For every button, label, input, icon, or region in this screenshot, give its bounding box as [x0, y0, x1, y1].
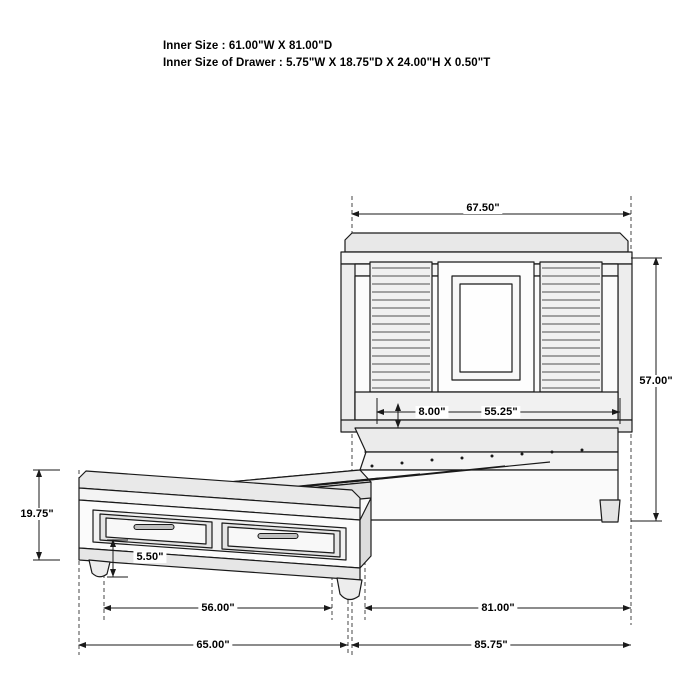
dim-label-overall-length: 85.75" — [471, 639, 510, 651]
dim-label-leg-height: 5.50" — [133, 551, 166, 563]
note-line-2: Inner Size of Drawer : 5.75"W X 18.75"D X 24.00"H X 0.50"T — [163, 57, 491, 69]
dim-label-overall-width: 65.00" — [193, 639, 232, 651]
dim-label-headboard-height: 57.00" — [636, 375, 675, 387]
dim-label-headboard-width: 67.50" — [463, 202, 502, 214]
dim-label-inner-panel-width: 55.25" — [481, 406, 520, 418]
dim-label-footboard-width: 56.00" — [198, 602, 237, 614]
dim-label-rail-height: 8.00" — [415, 406, 448, 418]
note-line-1: Inner Size : 61.00"W X 81.00"D — [163, 40, 333, 52]
bed-headboard — [341, 233, 632, 432]
dim-label-footboard-height: 19.75" — [17, 508, 56, 520]
dim-label-bed-length: 81.00" — [478, 602, 517, 614]
